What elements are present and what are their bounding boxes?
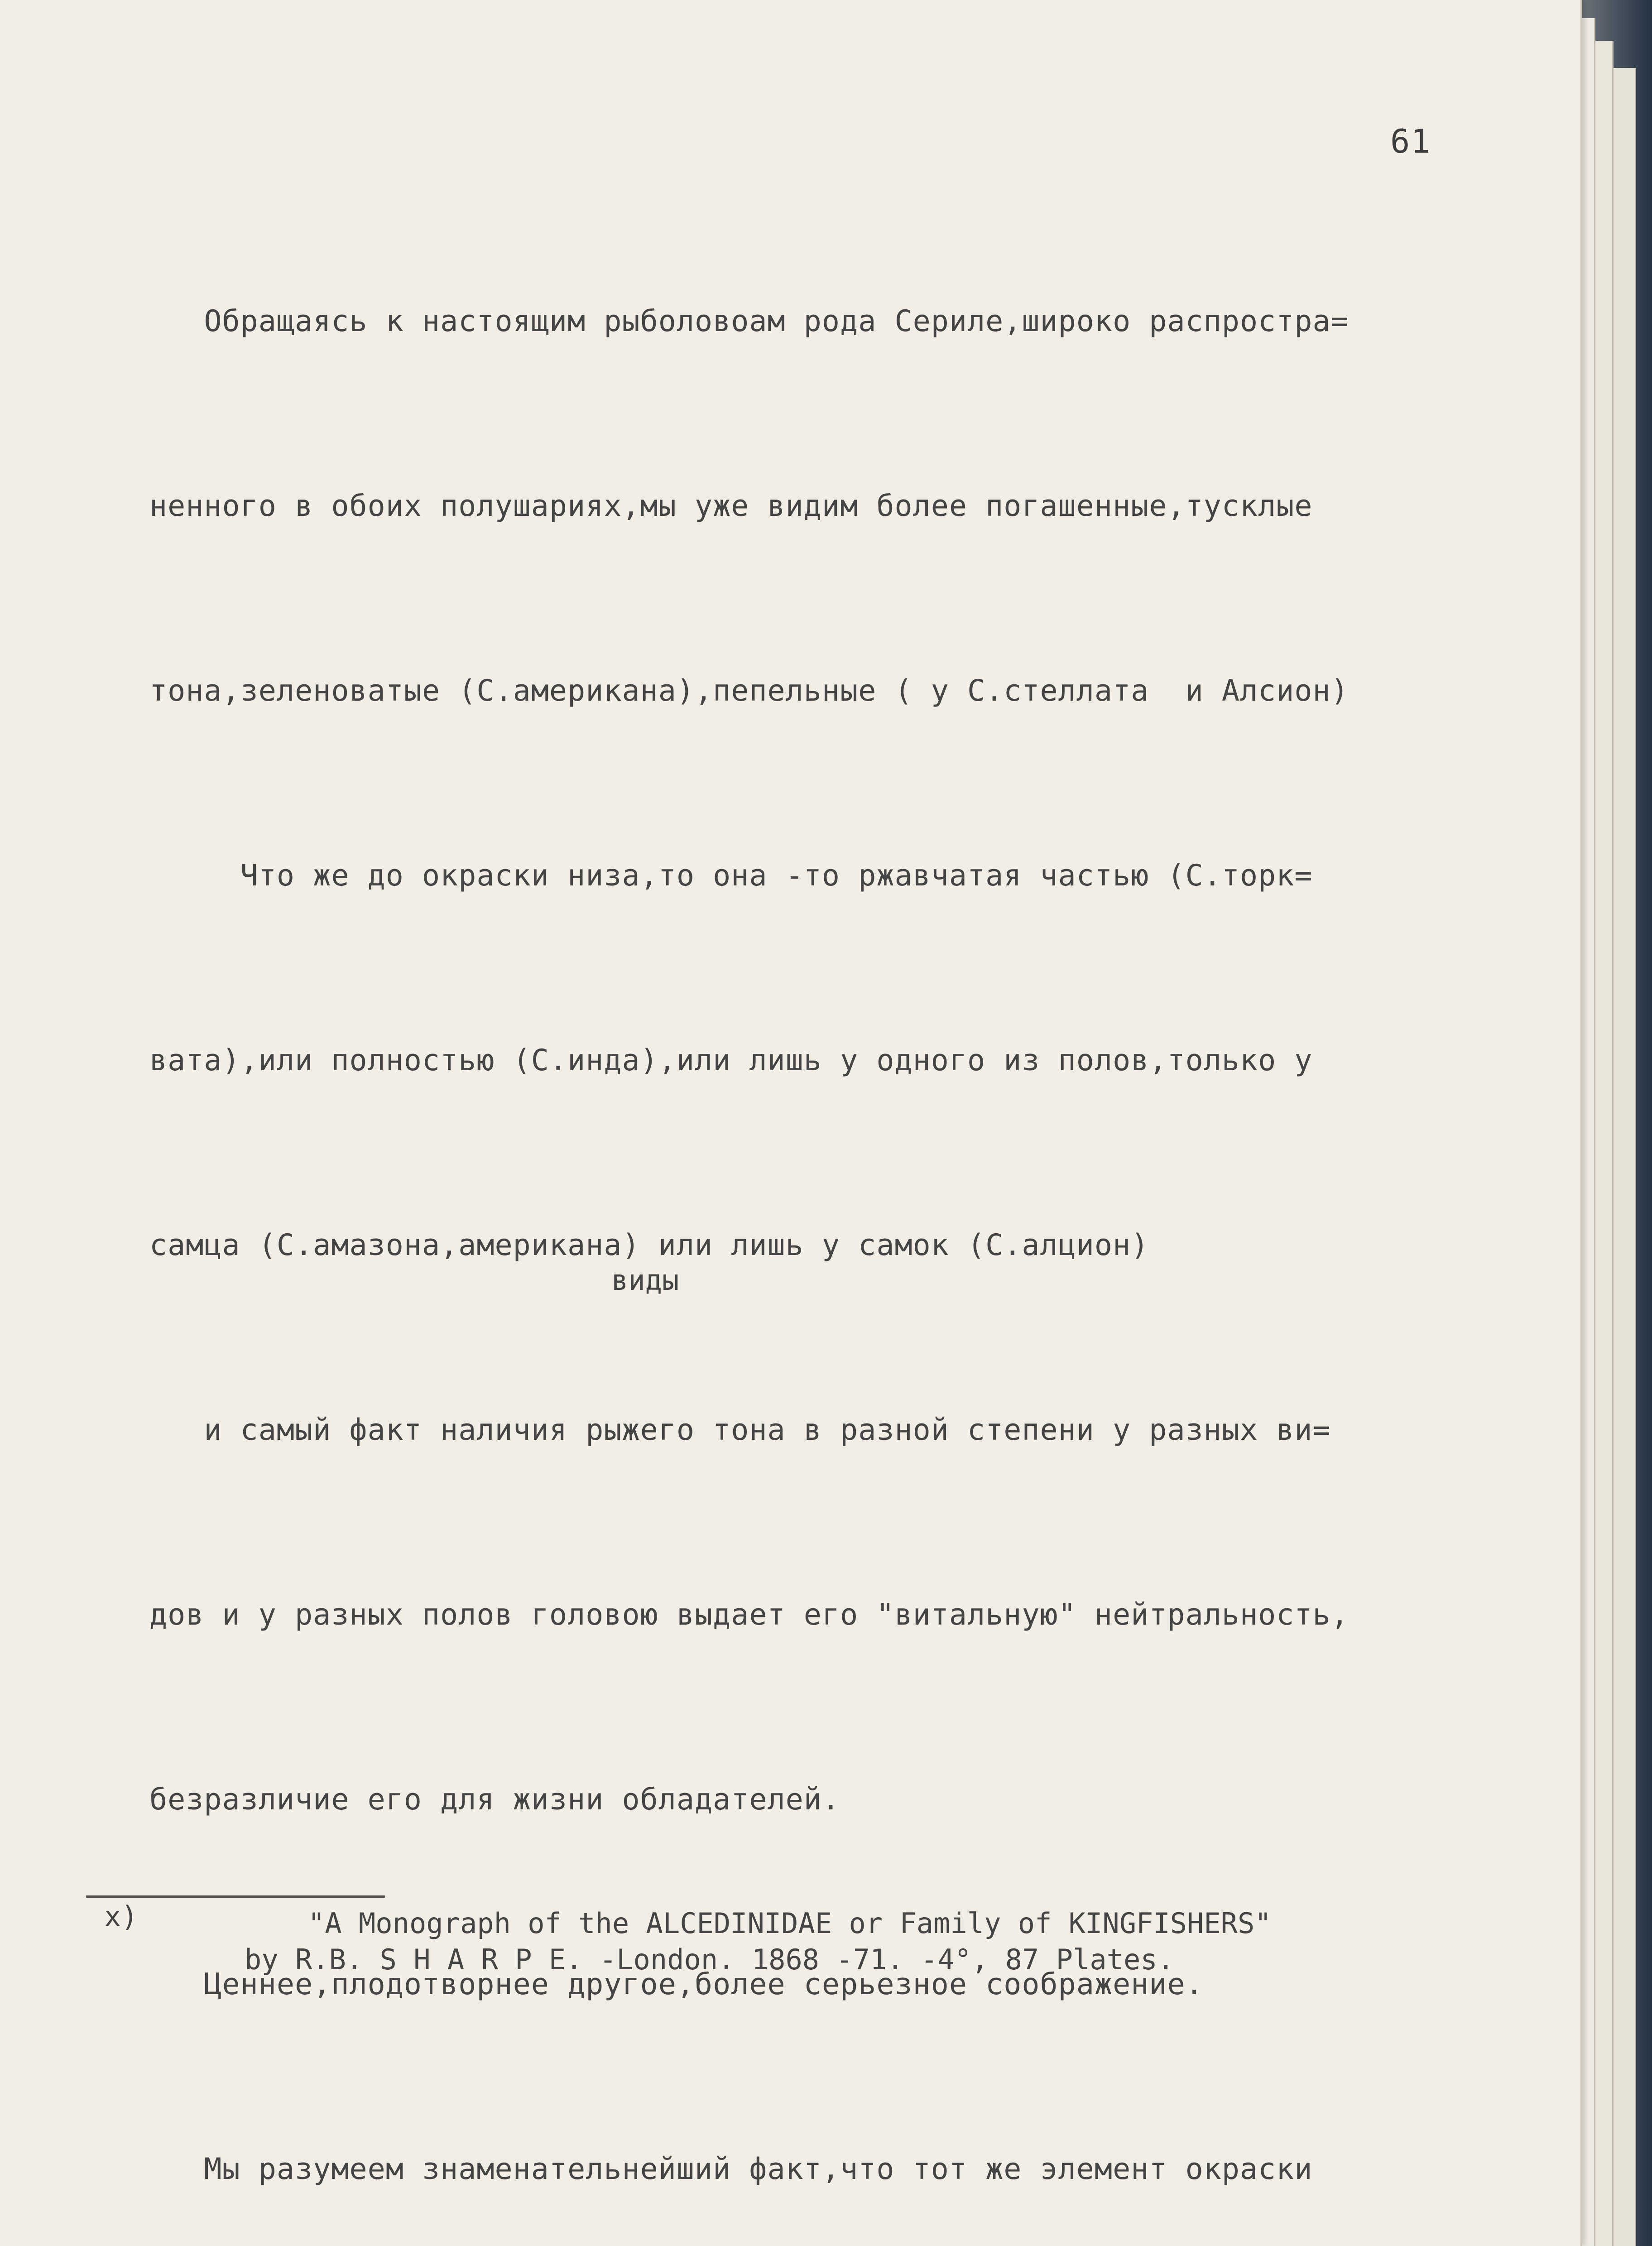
text-line-2: ненного в обоих полушариях,мы уже видим более погашенные,тусклые — [149, 489, 1313, 523]
text-line-6: самца (С.амазона,американа) или лишь у самок (С.алцион) — [149, 1228, 1149, 1262]
text-line-4: Что же до окраски низа,то она -то ржавчатая частью (С.торк= — [149, 859, 1313, 893]
text-line-1: Обращаясь к настоящим рыболовоам рода Сериле,широко распростра= — [149, 304, 1349, 338]
footnote-rule — [86, 1895, 385, 1898]
text-line-8: дов и у разных полов головою выдает его "витальную" нейтральность, — [149, 1598, 1349, 1632]
text-line-9: безразличие его для жизни обладателей. — [149, 1783, 840, 1817]
text-line-3: тона,зеленоватые (С.американа),пепельные ( у С.стеллата и Алсион) — [149, 674, 1349, 708]
text-line-11: Мы разумеем знаменательнейший факт,что тот же элемент окраски — [149, 2152, 1313, 2186]
footnote-line-2: by R.B. S H A R P E. -London. 1868 -71. -4°, 87 Plates. — [245, 1943, 1174, 1976]
page-number: 61 — [1390, 122, 1431, 160]
text-line-5: вата),или полностью (С.инда),или лишь у одного из полов,только у — [149, 1044, 1313, 1077]
footnote-marker: x) — [104, 1900, 138, 1933]
interlinear-correction: виды — [611, 1264, 679, 1297]
footnote-line-1: "A Monograph of the ALCEDINIDAE or Family of KINGFISHERS" — [308, 1907, 1272, 1940]
text-line-10: Ценнее,плодотворнее другое,более серьезное соображение. — [149, 1967, 1204, 2001]
text-line-7: и самый факт наличия рыжего тона в разной степени у разных ви= — [149, 1413, 1331, 1447]
